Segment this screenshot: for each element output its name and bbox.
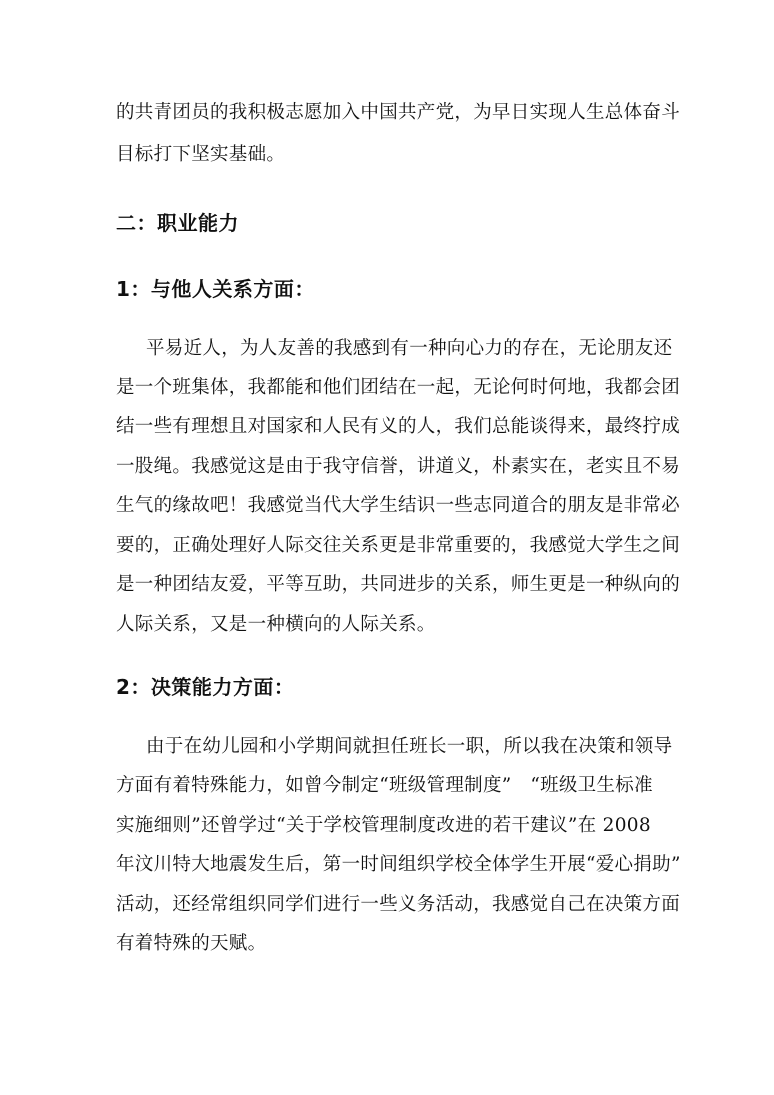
paragraph-line: 是一个班集体，我都能和他们团结在一起，无论何时何地，我都会团 xyxy=(116,377,681,398)
subsection-heading-relations: 1：与他人关系方面： xyxy=(116,277,315,301)
section-heading: 二：职业能力 xyxy=(116,211,239,235)
paragraph-line: 活动，还经常组织同学们进行一些义务活动，我感觉自己在决策方面 xyxy=(116,894,681,915)
paragraph-line: 有着特殊的天赋。 xyxy=(116,933,267,954)
intro-line-2: 目标打下坚实基础。 xyxy=(116,144,286,165)
paragraph-line: 生气的缘故吧！我感觉当代大学生结识一些志同道合的朋友是非常必 xyxy=(116,495,681,516)
paragraph-line: 一股绳。我感觉这是由于我守信誉，讲道义，朴素实在，老实且不易 xyxy=(116,456,681,477)
paragraph-line: 实施细则”还曾学过“关于学校管理制度改进的若干建议”在 2008 xyxy=(116,815,651,836)
paragraph-line: 要的，正确处理好人际交往关系更是非常重要的，我感觉大学生之间 xyxy=(116,535,681,556)
paragraph-line: 方面有着特殊能力，如曾今制定“班级管理制度” “班级卫生标准 xyxy=(116,775,653,796)
paragraph-line: 人际关系，又是一种横向的人际关系。 xyxy=(116,614,436,635)
subsection-heading-decision: 2：决策能力方面： xyxy=(116,675,295,699)
paragraph-line: 年汶川特大地震发生后，第一时间组织学校全体学生开展“爱心捐助” xyxy=(116,854,681,875)
paragraph-line: 结一些有理想且对国家和人民有义的人，我们总能谈得来，最终拧成 xyxy=(116,416,681,437)
intro-line-1: 的共青团员的我积极志愿加入中国共产党，为早日实现人生总体奋斗 xyxy=(116,102,681,123)
paragraph-line: 是一种团结友爱，平等互助，共同进步的关系，师生更是一种纵向的 xyxy=(116,574,681,595)
paragraph-line: 平易近人，为人友善的我感到有一种向心力的存在，无论朋友还 xyxy=(146,338,673,359)
paragraph-line: 由于在幼儿园和小学期间就担任班长一职，所以我在决策和领导 xyxy=(146,736,673,757)
